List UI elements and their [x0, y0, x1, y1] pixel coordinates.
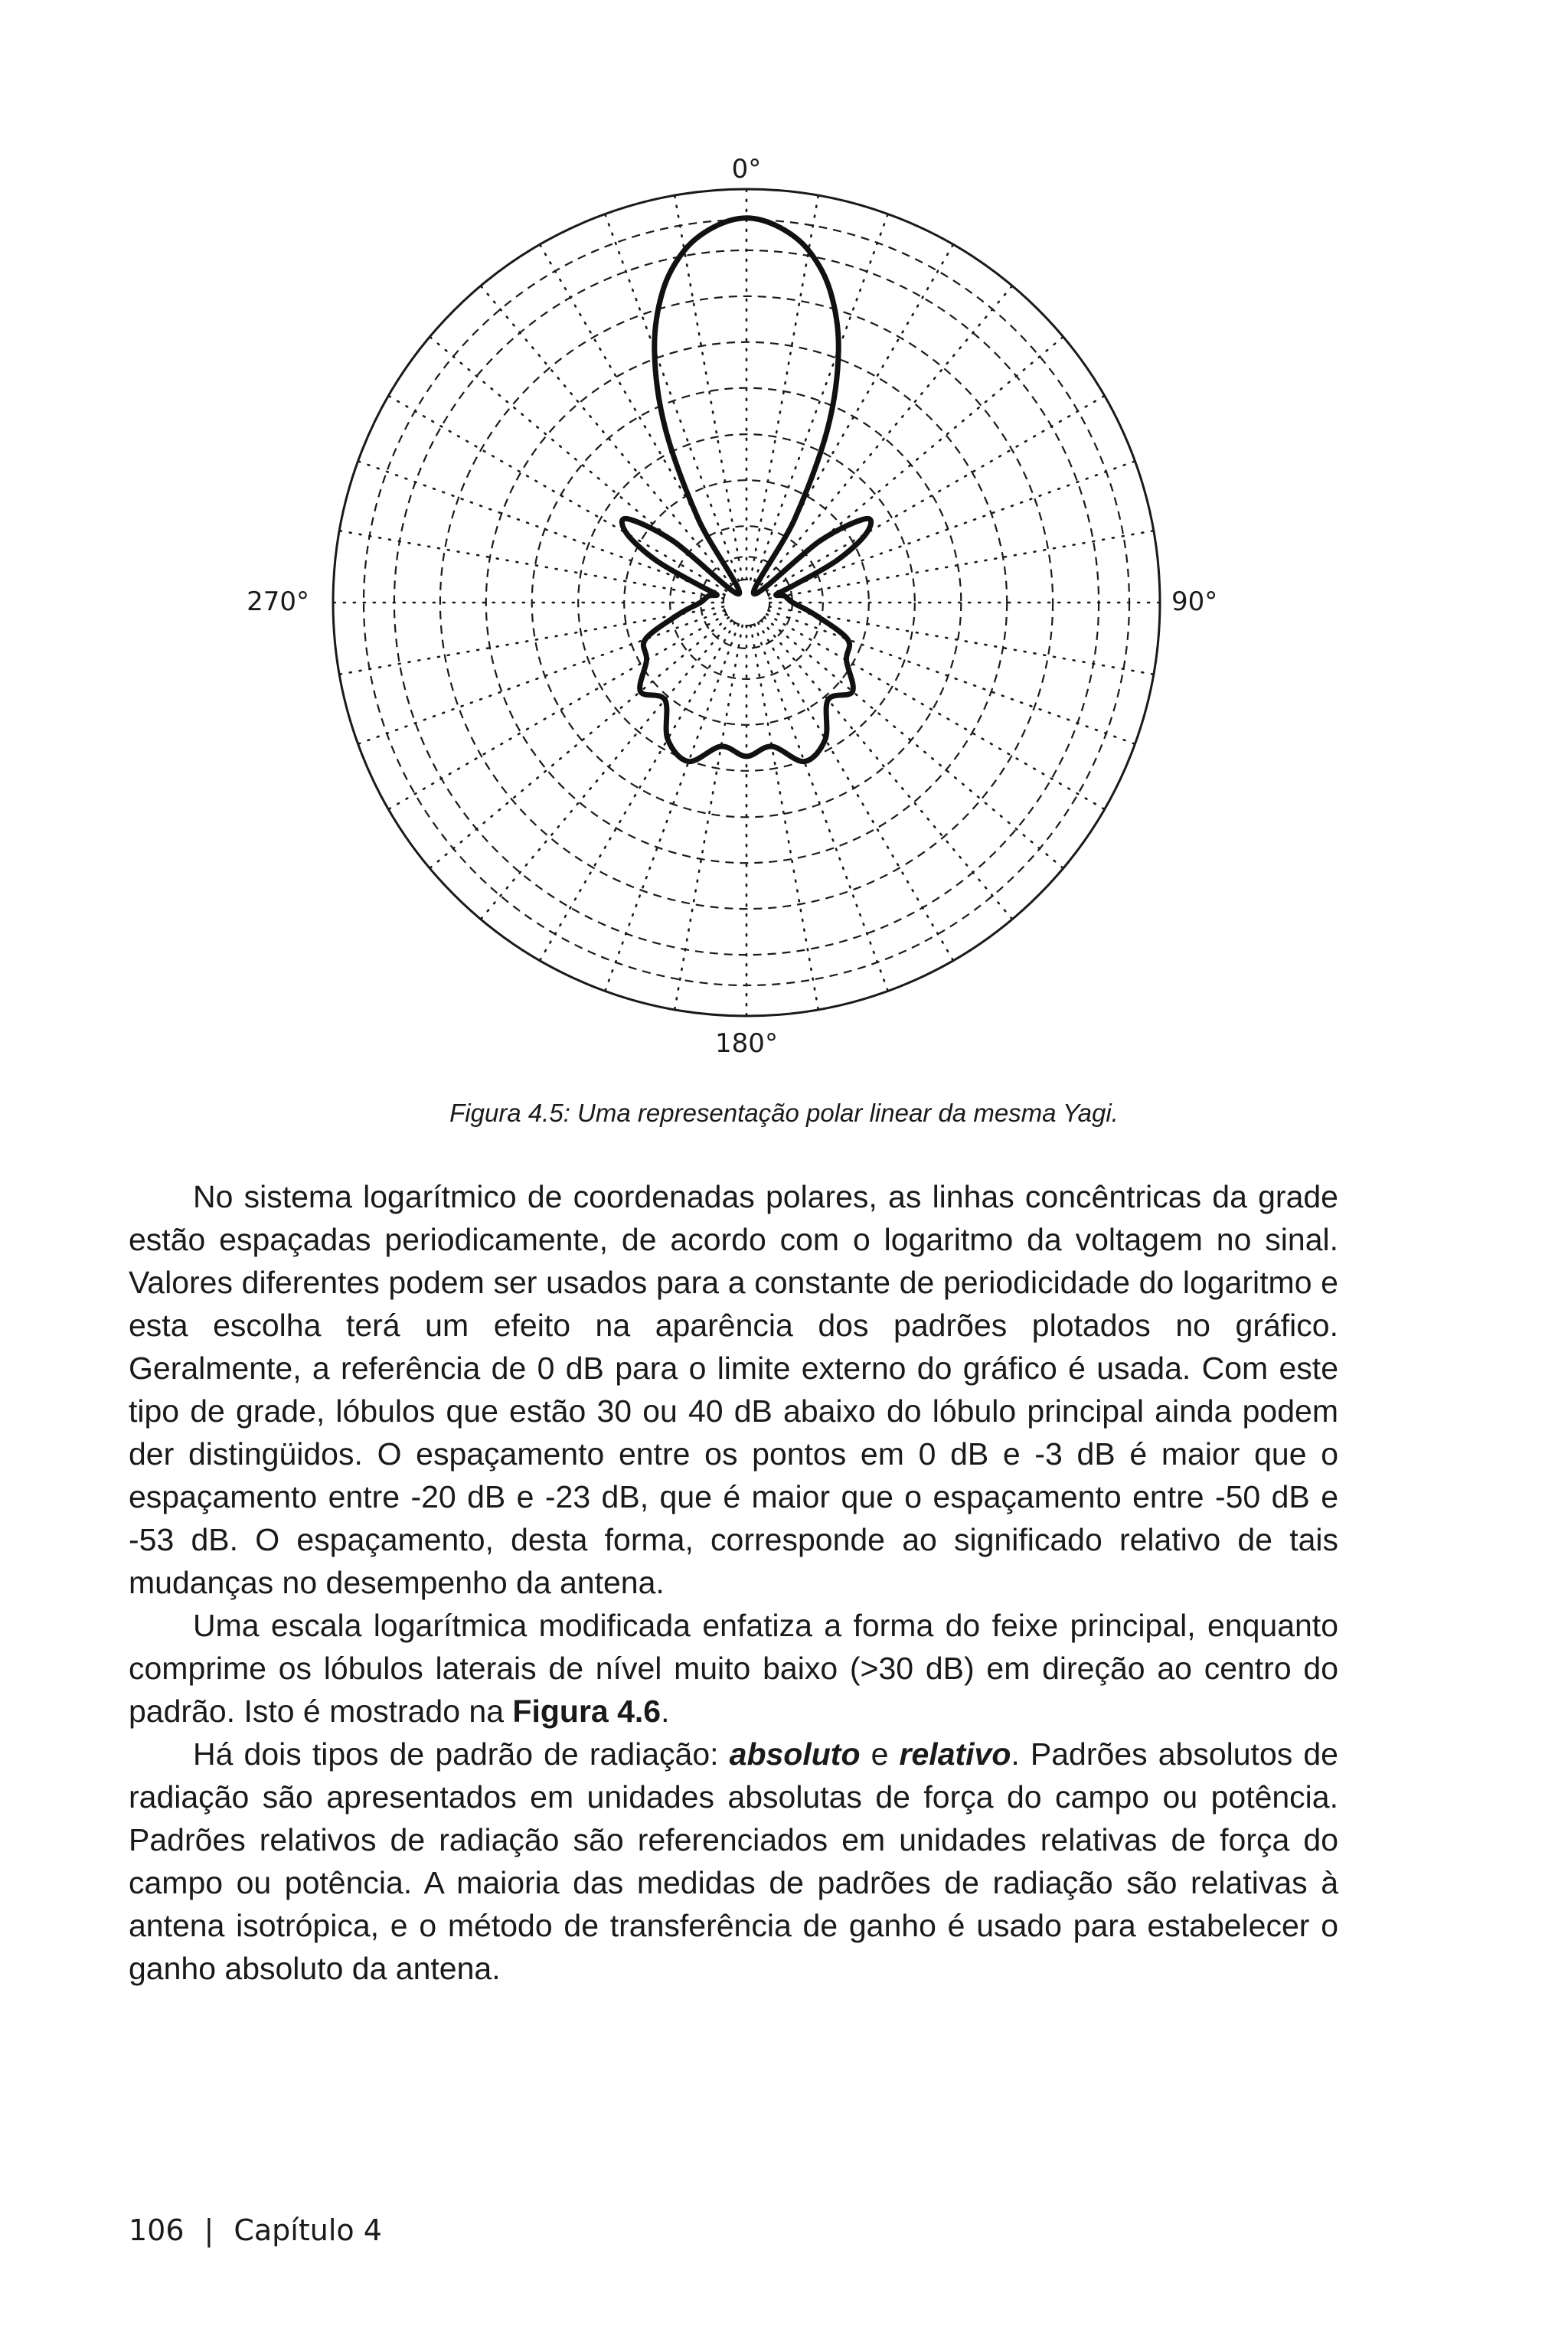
paragraph-2-text: Uma escala logarítmica modificada enfatiza a forma do feixe principal, enquanto comprime os lóbulos laterais de nível muito baixo (>30 dB) em direção ao centro do padrão. Isto é mostrado na: [129, 1608, 1338, 1729]
grid-spoke-240: [388, 614, 727, 809]
grid-spoke-100: [769, 606, 1154, 675]
paragraph-3: [129, 1733, 1338, 1990]
polar-chart: [0, 0, 1568, 1087]
figure-caption: Figura 4.5: Uma representação polar linear da mesma Yagi.: [449, 1099, 1119, 1127]
grid-spoke-290: [358, 461, 725, 594]
angle-label-90: 90°: [1171, 586, 1218, 617]
paragraph-2: [129, 1604, 1338, 1733]
grid-spoke-150: [758, 622, 953, 960]
grid-spoke-110: [768, 610, 1135, 743]
paragraph-3-rest: . Padrões absolutos de radiação são apresentados em unidades absolutas de força do campo ou potência. Padrões relativos de radiação são referenciados em unidades relativas de força do campo ou potência. A maioria das medidas de padrões de radiação são relativas à antena isotrópica, e o método de transferência de ganho é usado para estabelecer o ganho absoluto da antena.: [129, 1736, 1338, 1986]
grid-ring-7: [624, 480, 869, 725]
angle-label-180: 180°: [715, 1028, 778, 1059]
grid-ring-2: [394, 250, 1099, 955]
footer-separator: |: [204, 2213, 214, 2247]
figure-reference: Figura 4.6: [512, 1694, 662, 1729]
grid-spoke-120: [766, 614, 1104, 809]
grid-spoke-200: [605, 624, 738, 991]
paragraph-1: No sistema logarítmico de coordenadas polares, as linhas concêntricas da grade estão espaçadas periodicamente, de acordo com o logaritmo da voltagem no sinal. Valores diferentes podem ser usados para a constante de periodicidade do logaritmo e esta escolha terá um efeito na aparência dos padrões plotados no gráfico. Geralmente, a referência de 0 dB para o limite externo do gráfico é usada. Com este tipo de grade, lóbulos que estão 30 ou 40 dB abaixo do lóbulo principal ainda podem der distingüidos. O espaçamento entre os pontos em 0 dB e -3 dB é maior que o espaçamento entre -20 dB e -23 dB, que é maior que o espaçamento entre -50 dB e -53 dB. O espaçamento, desta forma, corresponde ao significado relativo de tais mudanças no desempenho da antena.: [129, 1179, 1338, 1600]
polar-grid: [333, 189, 1160, 1016]
term-relativo: relativo: [899, 1736, 1011, 1772]
grid-spoke-60: [766, 396, 1104, 591]
chapter-label: Capítulo 4: [234, 2213, 382, 2247]
body-text: [129, 1175, 1338, 1990]
angle-label-0: 0°: [731, 154, 762, 185]
grid-spoke-300: [388, 396, 727, 591]
grid-spoke-250: [358, 610, 725, 743]
grid-ring-5: [532, 388, 962, 818]
paragraph-3-mid: e: [860, 1736, 900, 1772]
grid-spoke-70: [768, 461, 1135, 594]
grid-ring-1: [364, 220, 1129, 985]
grid-spoke-190: [675, 626, 743, 1010]
paragraph-3-start: Há dois tipos de padrão de radiação:: [193, 1736, 730, 1772]
page-footer: [129, 2211, 382, 2249]
polar-figure: [0, 0, 1568, 1087]
grid-spoke-210: [540, 622, 735, 960]
page-number: 106: [129, 2213, 185, 2247]
term-absoluto: absoluto: [729, 1736, 861, 1772]
angle-label-270: 270°: [247, 586, 309, 617]
grid-ring-6: [578, 434, 915, 771]
grid-spoke-160: [754, 624, 887, 991]
grid-outer-circle: [333, 189, 1160, 1016]
paragraph-2-end: .: [661, 1694, 670, 1729]
